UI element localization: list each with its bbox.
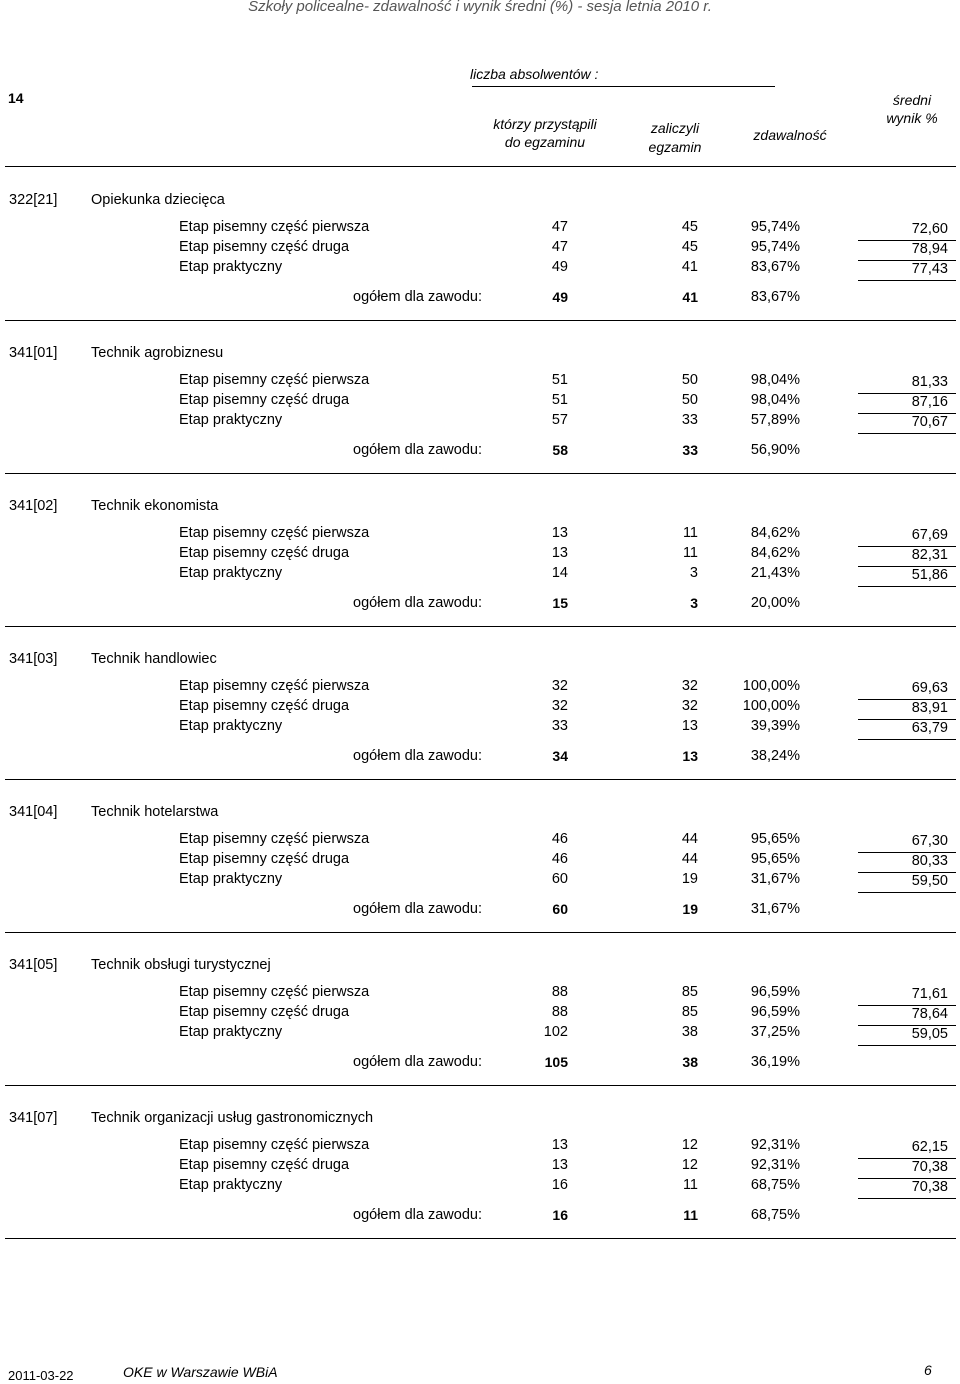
exam-stage-row (0, 392, 960, 412)
occupation-code: 341[04] (9, 804, 58, 820)
total-pass-rate: 36,19% (750, 1054, 800, 1070)
average-score: 72,60 (911, 221, 948, 237)
stage-label: Etap pisemny część pierwsza (179, 1137, 370, 1153)
average-score: 51,86 (911, 567, 948, 583)
stage-label: Etap pisemny część pierwsza (179, 372, 370, 388)
passed-count: 85 (681, 1004, 698, 1020)
exam-stage-row (0, 372, 960, 392)
average-score: 70,67 (911, 414, 948, 430)
section-bottom-rule (5, 932, 956, 933)
col-attempted-line2: do egzaminu (504, 134, 586, 150)
occupation-code: 341[07] (9, 1110, 58, 1126)
occupation-code: 341[01] (9, 345, 58, 361)
average-score: 77,43 (911, 261, 948, 277)
pass-rate: 100,00% (742, 678, 800, 694)
attempted-count: 51 (551, 372, 568, 388)
passed-count: 11 (682, 1177, 698, 1193)
average-score: 70,38 (911, 1159, 948, 1175)
stage-label: Etap pisemny część druga (179, 1157, 350, 1173)
header-bottom-rule (5, 166, 956, 167)
total-label: ogółem dla zawodu: (353, 748, 482, 764)
avg-underline (858, 433, 956, 434)
passed-count: 85 (681, 984, 698, 1000)
footer-date: 2011-03-22 (8, 1368, 74, 1383)
average-score: 67,69 (911, 527, 948, 543)
passed-count: 45 (681, 239, 698, 255)
total-attempted: 34 (552, 748, 568, 764)
stage-label: Etap pisemny część druga (179, 1004, 350, 1020)
average-score: 81,33 (911, 374, 948, 390)
pass-rate: 31,67% (750, 871, 800, 887)
pass-rate: 92,31% (750, 1137, 800, 1153)
avg-underline (858, 1198, 956, 1199)
section-bottom-rule (5, 626, 956, 627)
occupation-name: Opiekunka dziecięca (91, 192, 225, 208)
passed-count: 50 (681, 392, 698, 408)
total-passed: 11 (683, 1207, 698, 1223)
average-score: 63,79 (911, 720, 948, 736)
passed-count: 38 (681, 1024, 698, 1040)
stage-label: Etap pisemny część pierwsza (179, 831, 370, 847)
stage-label: Etap praktyczny (179, 412, 283, 428)
pass-rate: 39,39% (750, 718, 800, 734)
pass-rate: 98,04% (750, 372, 800, 388)
stage-label: Etap praktyczny (179, 1024, 283, 1040)
pass-rate: 57,89% (750, 412, 800, 428)
pass-rate: 84,62% (750, 545, 800, 561)
passed-count: 12 (681, 1137, 698, 1153)
attempted-count: 32 (551, 698, 568, 714)
total-attempted: 16 (552, 1207, 568, 1223)
passed-count: 11 (682, 525, 698, 541)
exam-stage-row (0, 1137, 960, 1157)
passed-count: 32 (681, 678, 698, 694)
total-label: ogółem dla zawodu: (353, 901, 482, 917)
passed-count: 13 (681, 718, 698, 734)
total-label: ogółem dla zawodu: (353, 289, 482, 305)
average-score: 83,91 (911, 700, 948, 716)
exam-stage-row (0, 219, 960, 239)
section-bottom-rule (5, 779, 956, 780)
occupation-name: Technik obsługi turystycznej (91, 957, 271, 973)
pass-rate: 83,67% (750, 259, 800, 275)
exam-stage-row (0, 412, 960, 432)
exam-stage-row (0, 1004, 960, 1024)
total-attempted: 15 (552, 595, 568, 611)
occupation-total-row (0, 901, 960, 921)
average-score: 71,61 (911, 986, 948, 1002)
total-attempted: 49 (552, 289, 568, 305)
stage-label: Etap praktyczny (179, 1177, 283, 1193)
occupation-section (0, 794, 960, 947)
occupation-total-row (0, 748, 960, 768)
attempted-count: 60 (551, 871, 568, 887)
pass-rate: 92,31% (750, 1157, 800, 1173)
total-attempted: 60 (552, 901, 568, 917)
page-number-label: 14 (8, 90, 24, 106)
total-passed: 3 (690, 595, 698, 611)
exam-stage-row (0, 678, 960, 698)
average-score: 59,50 (911, 873, 948, 889)
passed-count: 3 (689, 565, 698, 581)
pass-rate: 95,65% (750, 851, 800, 867)
pass-rate: 100,00% (742, 698, 800, 714)
exam-stage-row (0, 545, 960, 565)
stage-label: Etap praktyczny (179, 718, 283, 734)
exam-stage-row (0, 1177, 960, 1197)
occupation-section (0, 947, 960, 1100)
occupation-section (0, 641, 960, 794)
average-score: 87,16 (911, 394, 948, 410)
passed-count: 45 (681, 219, 698, 235)
avg-underline (858, 892, 956, 893)
average-score: 69,63 (911, 680, 948, 696)
footer-source: OKE w Warszawie WBiA (123, 1364, 278, 1380)
attempted-count: 88 (551, 1004, 568, 1020)
total-label: ogółem dla zawodu: (353, 595, 482, 611)
attempted-count: 13 (551, 545, 568, 561)
total-label: ogółem dla zawodu: (353, 442, 482, 458)
passed-count: 33 (681, 412, 698, 428)
attempted-count: 102 (543, 1024, 568, 1040)
attempted-count: 46 (551, 831, 568, 847)
occupation-code: 322[21] (9, 192, 58, 208)
passed-count: 12 (681, 1157, 698, 1173)
average-score: 62,15 (911, 1139, 948, 1155)
avg-underline (858, 586, 956, 587)
attempted-count: 49 (551, 259, 568, 275)
occupation-code: 341[03] (9, 651, 58, 667)
total-passed: 41 (682, 289, 698, 305)
passed-count: 32 (681, 698, 698, 714)
average-score: 82,31 (911, 547, 948, 563)
occupation-code: 341[05] (9, 957, 58, 973)
attempted-count: 16 (551, 1177, 568, 1193)
col-attempted-line1: którzy przystąpili (493, 116, 597, 132)
stage-label: Etap praktyczny (179, 565, 283, 581)
exam-stage-row (0, 565, 960, 585)
stage-label: Etap pisemny część pierwsza (179, 219, 370, 235)
passed-count: 19 (681, 871, 698, 887)
occupation-code: 341[02] (9, 498, 58, 514)
pass-rate: 98,04% (750, 392, 800, 408)
occupation-total-row (0, 289, 960, 309)
exam-stage-row (0, 871, 960, 891)
section-bottom-rule (5, 473, 956, 474)
occupation-total-row (0, 595, 960, 615)
average-score: 59,05 (911, 1026, 948, 1042)
pass-rate: 95,74% (750, 219, 800, 235)
occupation-section (0, 182, 960, 335)
exam-stage-row (0, 1157, 960, 1177)
total-passed: 38 (682, 1054, 698, 1070)
avg-underline (858, 280, 956, 281)
total-pass-rate: 68,75% (750, 1207, 800, 1223)
pass-rate: 37,25% (750, 1024, 800, 1040)
total-label: ogółem dla zawodu: (353, 1054, 482, 1070)
document-title: Szkoły policealne- zdawalność i wynik średni (%) - sesja letnia 2010 r. (248, 0, 712, 15)
exam-stage-row (0, 851, 960, 871)
attempted-count: 32 (551, 678, 568, 694)
pass-rate: 96,59% (750, 1004, 800, 1020)
stage-label: Etap pisemny część druga (179, 392, 350, 408)
stage-label: Etap pisemny część druga (179, 545, 350, 561)
pass-rate: 21,43% (750, 565, 800, 581)
occupation-total-row (0, 1207, 960, 1227)
average-score: 70,38 (911, 1179, 948, 1195)
passed-count: 11 (682, 545, 698, 561)
total-pass-rate: 83,67% (750, 289, 800, 305)
exam-stage-row (0, 984, 960, 1004)
attempted-count: 51 (551, 392, 568, 408)
stage-label: Etap pisemny część pierwsza (179, 525, 370, 541)
avg-underline (858, 1045, 956, 1046)
average-score: 78,94 (911, 241, 948, 257)
passed-count: 44 (681, 831, 698, 847)
passed-count: 50 (681, 372, 698, 388)
passed-count: 44 (681, 851, 698, 867)
occupation-section (0, 1100, 960, 1253)
attempted-count: 46 (551, 851, 568, 867)
occupation-section (0, 335, 960, 488)
avg-underline (858, 739, 956, 740)
stage-label: Etap pisemny część druga (179, 851, 350, 867)
exam-stage-row (0, 718, 960, 738)
passed-count: 41 (681, 259, 698, 275)
stage-label: Etap pisemny część pierwsza (179, 984, 370, 1000)
attempted-count: 13 (551, 525, 568, 541)
attempted-count: 13 (551, 1137, 568, 1153)
total-pass-rate: 38,24% (750, 748, 800, 764)
occupation-total-row (0, 1054, 960, 1074)
pass-rate: 84,62% (750, 525, 800, 541)
attempted-count: 14 (551, 565, 568, 581)
total-pass-rate: 20,00% (750, 595, 800, 611)
total-pass-rate: 31,67% (750, 901, 800, 917)
header-divider (472, 86, 775, 87)
col-pass-rate: zdawalność (753, 127, 827, 143)
average-score: 80,33 (911, 853, 948, 869)
occupation-name: Technik hotelarstwa (91, 804, 219, 820)
section-bottom-rule (5, 320, 956, 321)
attempted-count: 33 (551, 718, 568, 734)
attempted-count: 47 (551, 219, 568, 235)
stage-label: Etap praktyczny (179, 871, 283, 887)
occupation-name: Technik organizacji usług gastronomicznych (91, 1110, 374, 1126)
col-passed-line1: zaliczyli (650, 120, 700, 136)
attempted-count: 57 (551, 412, 568, 428)
footer-page: 6 (924, 1362, 932, 1378)
occupation-name: Technik agrobiznesu (91, 345, 224, 361)
total-passed: 13 (682, 748, 698, 764)
total-attempted: 58 (552, 442, 568, 458)
exam-stage-row (0, 1024, 960, 1044)
col-avg-line1: średni (892, 92, 932, 108)
occupation-name: Technik handlowiec (91, 651, 217, 667)
exam-stage-row (0, 239, 960, 259)
total-label: ogółem dla zawodu: (353, 1207, 482, 1223)
section-bottom-rule (5, 1238, 956, 1239)
attempted-count: 47 (551, 239, 568, 255)
average-score: 67,30 (911, 833, 948, 849)
attempted-count: 88 (551, 984, 568, 1000)
total-pass-rate: 56,90% (750, 442, 800, 458)
occupation-name: Technik ekonomista (91, 498, 219, 514)
section-bottom-rule (5, 1085, 956, 1086)
exam-stage-row (0, 698, 960, 718)
stage-label: Etap pisemny część pierwsza (179, 678, 370, 694)
col-passed-line2: egzamin (648, 139, 702, 155)
exam-stage-row (0, 525, 960, 545)
average-score: 78,64 (911, 1006, 948, 1022)
pass-rate: 68,75% (750, 1177, 800, 1193)
col-avg-line2: wynik % (886, 110, 938, 126)
stage-label: Etap pisemny część druga (179, 698, 350, 714)
exam-stage-row (0, 831, 960, 851)
total-passed: 19 (682, 901, 698, 917)
pass-rate: 95,74% (750, 239, 800, 255)
occupation-total-row (0, 442, 960, 462)
graduates-group-header: liczba absolwentów : (470, 66, 599, 82)
total-passed: 33 (682, 442, 698, 458)
stage-label: Etap pisemny część druga (179, 239, 350, 255)
stage-label: Etap praktyczny (179, 259, 283, 275)
occupation-section (0, 488, 960, 641)
total-attempted: 105 (544, 1054, 568, 1070)
pass-rate: 96,59% (750, 984, 800, 1000)
exam-stage-row (0, 259, 960, 279)
attempted-count: 13 (551, 1157, 568, 1173)
pass-rate: 95,65% (750, 831, 800, 847)
